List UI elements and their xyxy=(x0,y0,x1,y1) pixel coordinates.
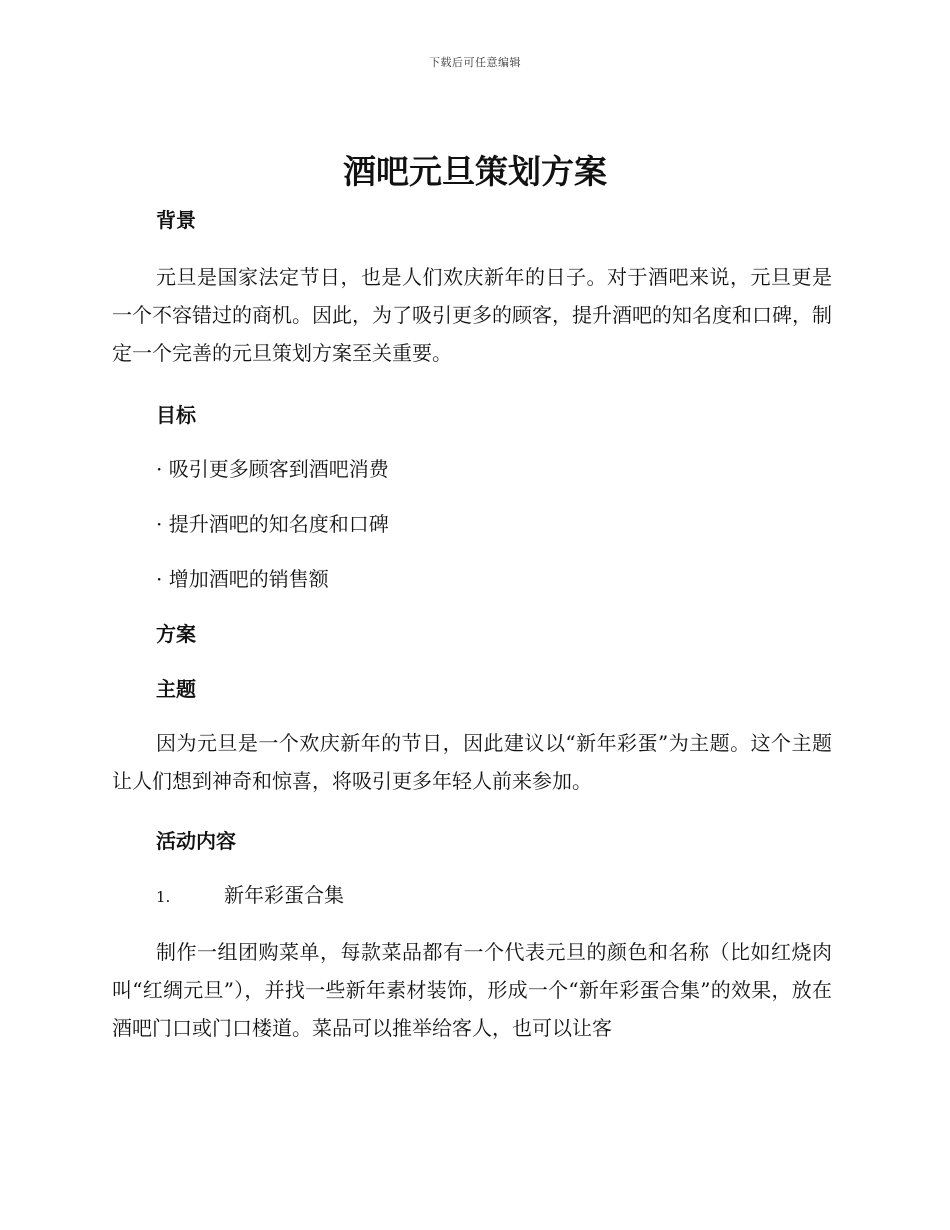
paragraph-activity: 制作一组团购菜单，每款菜品都有一个代表元旦的颜色和名称（比如红烧肉叫“红绸元旦”），并找一些新年素材装饰，形成一个“新年彩蛋合集”的效果，放在酒吧门口或门口楼道。菜品可以推举给客人，也可以让客 xyxy=(112,940,832,1040)
activity-item xyxy=(112,877,832,915)
activity-title: 新年彩蛋合集 xyxy=(224,883,344,907)
heading-theme: 主题 xyxy=(156,677,196,701)
paragraph-theme: 因为元旦是一个欢庆新年的节日，因此建议以“新年彩蛋”为主题。这个主题让人们想到神奇和惊喜，将吸引更多年轻人前来参加。 xyxy=(112,731,832,793)
heading-plan: 方案 xyxy=(156,622,196,646)
list-item: · 提升酒吧的知名度和口碑 xyxy=(156,512,389,536)
list-item: · 吸引更多顾客到酒吧消费 xyxy=(156,457,389,481)
heading-goals: 目标 xyxy=(156,403,196,427)
document-body xyxy=(112,202,832,1047)
goal-list xyxy=(112,451,832,597)
header-note: 下载后可任意编辑 xyxy=(429,56,521,69)
heading-background: 背景 xyxy=(156,208,196,232)
activity-number: 1. xyxy=(156,888,171,906)
heading-activities: 活动内容 xyxy=(156,829,236,853)
document-title: 酒吧元旦策划方案 xyxy=(343,152,607,191)
paragraph-background: 元旦是国家法定节日，也是人们欢庆新年的日子。对于酒吧来说，元旦更是一个不容错过的商机。因此，为了吸引更多的顾客，提升酒吧的知名度和口碑，制定一个完善的元旦策划方案至关重要。 xyxy=(112,265,832,365)
list-item: · 增加酒吧的销售额 xyxy=(156,567,329,591)
